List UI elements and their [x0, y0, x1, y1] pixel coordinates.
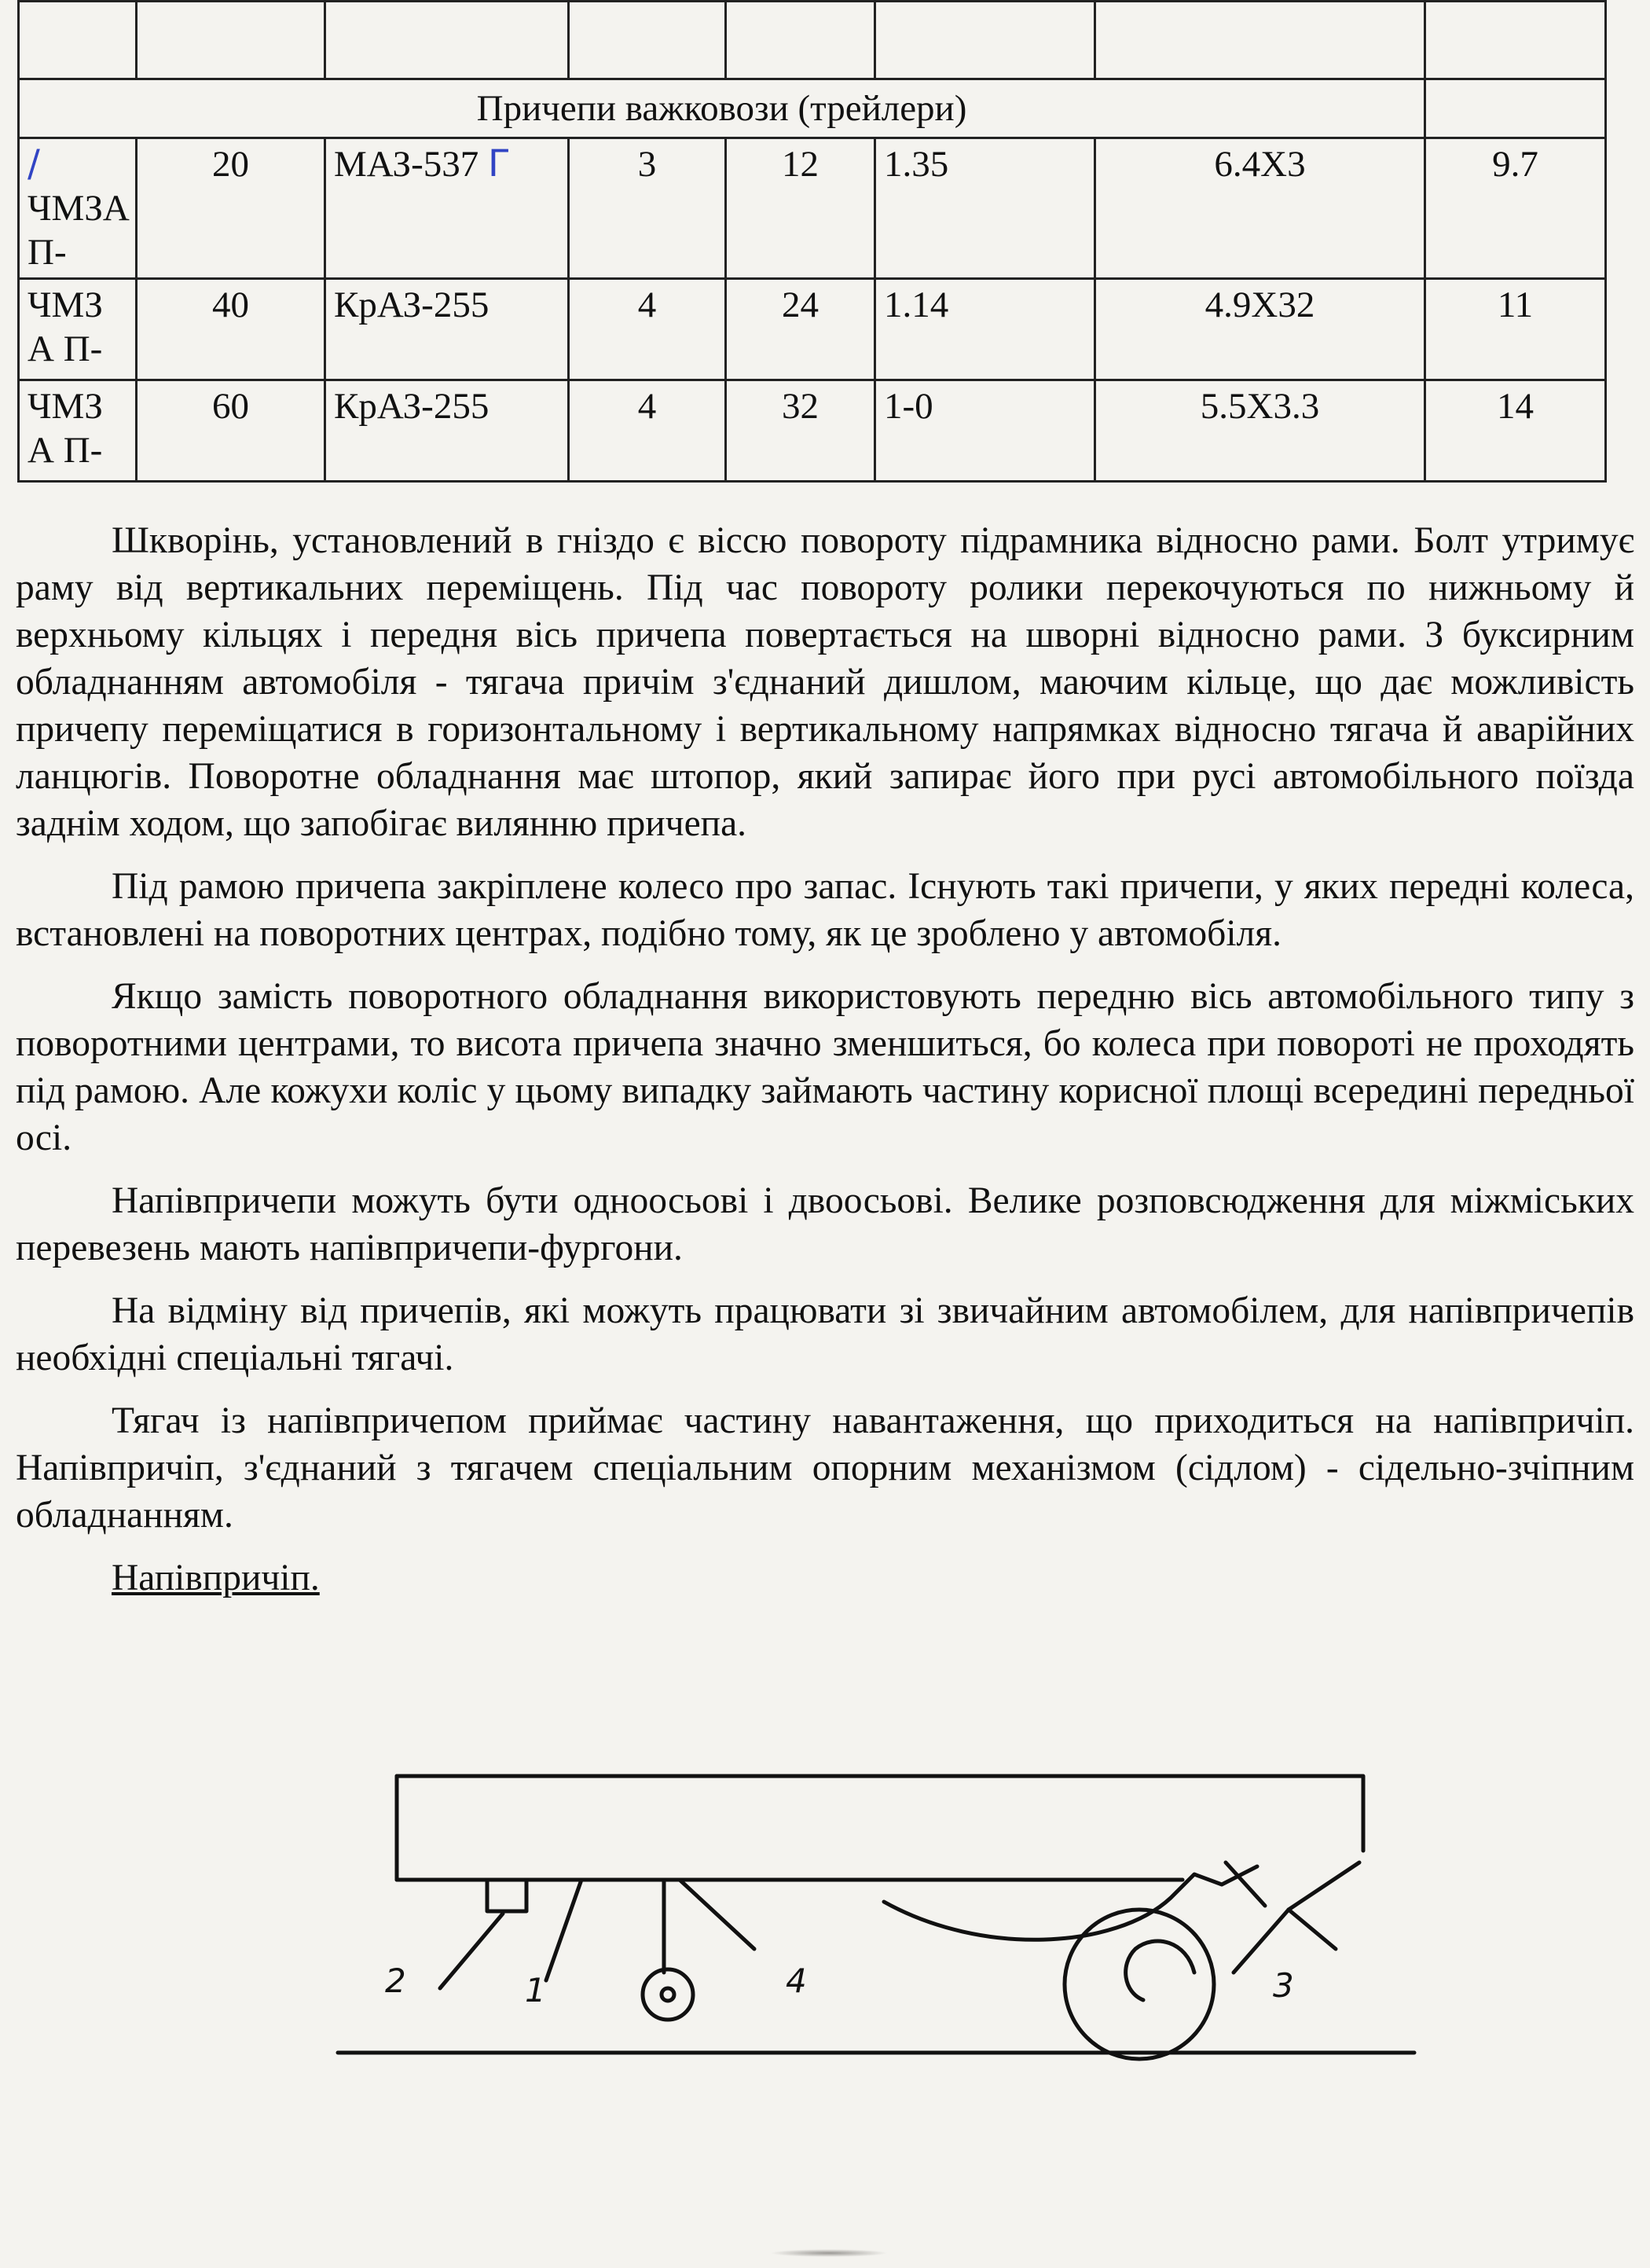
paragraph: Під рамою причепа закріплене колесо про запас. Існують такі причепи, у яких передні колеса, встановлені на поворотних центрах, подібно тому, як це зроблено у автомобіля.: [16, 866, 1634, 954]
support-wheel-hub: [662, 1988, 674, 2001]
section-title: Причепи важковози (трейлери): [19, 79, 1425, 138]
support-wheel: [643, 1969, 693, 2020]
table-row: [19, 138, 1606, 279]
table-cell: 1.14: [875, 279, 1095, 380]
table-cell: 1-0: [875, 380, 1095, 482]
table-cell: 5.5Х3.3: [1095, 380, 1425, 482]
table-cell: КрАЗ-255: [325, 279, 569, 380]
paragraph: Якщо замість поворотного обладнання використовують передню вісь автомобільного типу з поворотними центрами, то висота причепа значно зменшиться, бо колеса при повороті не проходять під рамою. Але кожухи коліс у цьому випадку займають частину корисної площі всередині передньої осі.: [16, 976, 1634, 1158]
table-row: [19, 380, 1606, 482]
table-cell: 24: [726, 279, 875, 380]
support-strut-2: [680, 1880, 754, 1949]
trailer-table: [17, 0, 1604, 483]
table-cell: 14: [1425, 380, 1606, 482]
table-cell: ЧМЗ А П-: [19, 279, 137, 380]
main-wheel: [1065, 1910, 1214, 2059]
table-cell: 4: [569, 380, 726, 482]
coupling-arm: [1234, 1910, 1336, 1973]
table-cell: 9.7: [1425, 138, 1606, 279]
table-cell: 12: [726, 138, 875, 279]
table-cell: /ЧМЗА П-: [19, 138, 137, 279]
figure-label-2: 2: [385, 1962, 406, 2000]
table-cell: 4: [569, 279, 726, 380]
trailer-body: [397, 1776, 1363, 1851]
paragraph: Тягач із напівпричепом приймає частину навантаження, що приходиться на напівпричіп. Напівпричіп, з'єднаний з тягачем спеціальним опорним механізмом (сідлом) - сідельно-зчіпним обладнанням.: [16, 1400, 1634, 1536]
data-table: [17, 0, 1607, 483]
scan-smudge: [770, 2249, 888, 2257]
table-cell: 1.35: [875, 138, 1095, 279]
table-cell: 6.4Х3: [1095, 138, 1425, 279]
leader-line: [440, 1914, 503, 1988]
table-cell: 40: [137, 279, 325, 380]
gooseneck: [884, 1866, 1257, 1940]
main-wheel-inner: [1126, 1941, 1194, 2000]
table-cell: 11: [1425, 279, 1606, 380]
table-cell: 32: [726, 380, 875, 482]
figure-label-3: 3: [1273, 1966, 1294, 2005]
figure-label-1: 1: [525, 1971, 546, 2009]
table-cell: 60: [137, 380, 325, 482]
paragraph: Шкворінь, установлений в гніздо є віссю повороту підрамника відносно рами. Болт утримує раму від вертикальних переміщень. Під час повороту ролики перекочуються по нижньому й верхньому кільцях і передня вісь причепа повертається на шворні відносно рами. З буксирним обладнанням автомобіля - тягача причім з'єднаний дишлом, маючим кільце, що дає можливість причепу переміщатися в горизонтальному і вертикальному напрямках відносно тягача й аварійних ланцюгів. Поворотне обладнання має штопор, який запирає його при русі автомобільного поїзда заднім ходом, що запобігає вилянню причепа.: [16, 520, 1634, 844]
table-cell: 20: [137, 138, 325, 279]
table-section-header: [19, 79, 1606, 138]
figure-label-4: 4: [786, 1962, 807, 2000]
table-cell: МАЗ-537 Г: [325, 138, 569, 279]
table-cell: КрАЗ-255: [325, 380, 569, 482]
handwritten-mark: /: [28, 142, 40, 185]
table-top-strip: [19, 2, 1606, 79]
table-row: [19, 279, 1606, 380]
semitrailer-diagram: [0, 1713, 1650, 2075]
body-text: [16, 517, 1634, 1602]
figure-caption: Напівпричіп.: [112, 1558, 320, 1598]
table-cell: 3: [569, 138, 726, 279]
table-cell: 4.9Х32: [1095, 279, 1425, 380]
handwritten-mark: Г: [488, 142, 511, 185]
table-cell: ЧМЗ А П-: [19, 380, 137, 482]
support-leg: [546, 1880, 581, 1980]
paragraph: На відміну від причепів, які можуть працювати зі звичайним автомобілем, для напівпричепів необхідні спеціальні тягачі.: [16, 1290, 1634, 1378]
support-bracket: [487, 1880, 526, 1911]
paragraph: Напівпричепи можуть бути одноосьові і двоосьові. Велике розповсюдження для міжміських перевезень мають напівпричепи-фургони.: [16, 1180, 1634, 1268]
coupling-arm-2: [1289, 1862, 1359, 1910]
gooseneck-inner: [1226, 1862, 1265, 1906]
